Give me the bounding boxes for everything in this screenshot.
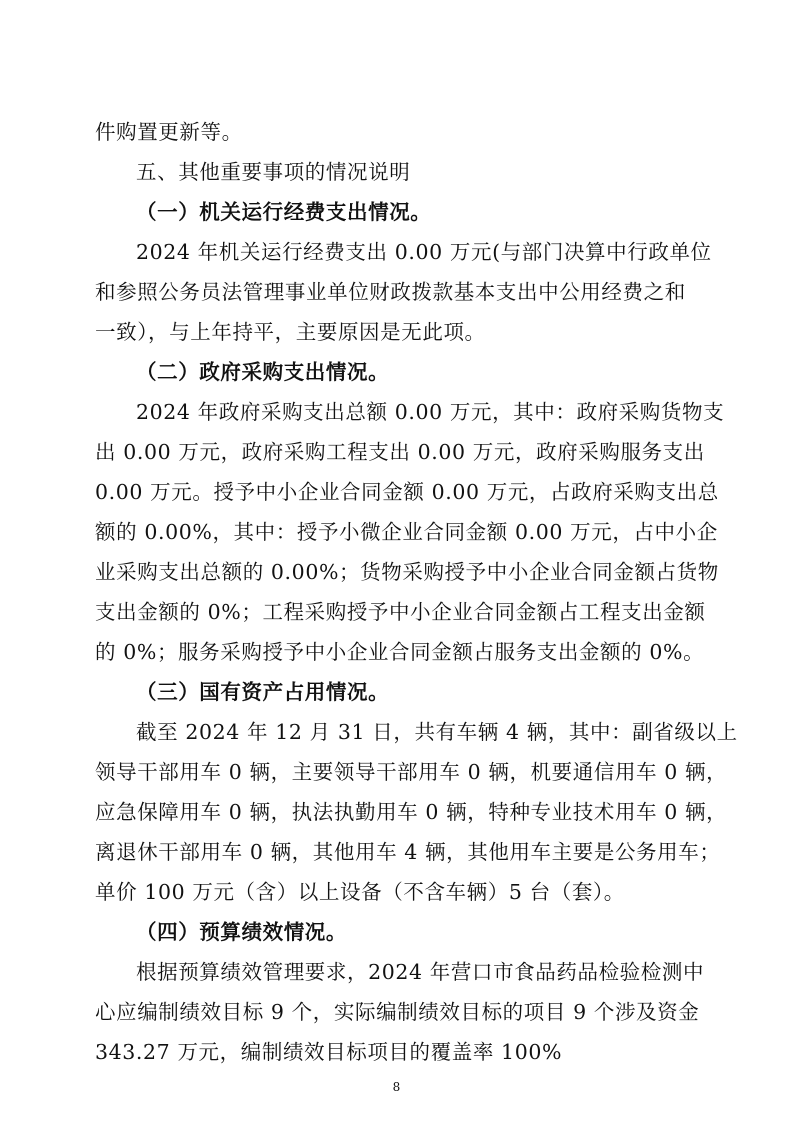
body-line-18: 应急保障用车 0 辆，执法执勤用车 0 辆，特种专业技术用车 0 辆， (95, 800, 728, 824)
body-line-19: 离退休干部用车 0 辆，其他用车 4 辆，其他用车主要是公务用车； (95, 840, 721, 864)
body-line-1: 件购置更新等。 (95, 120, 243, 144)
subheading-4: （四）预算绩效情况。 (136, 920, 347, 944)
body-line-5: 和参照公务员法管理事业单位财政拨款基本支出中公用经费之和 (95, 280, 686, 304)
section-heading-5: 五、其他重要事项的情况说明 (136, 160, 411, 184)
body-line-8: 2024 年政府采购支出总额 0.00 万元，其中：政府采购货物支 (136, 400, 725, 424)
subheading-1: （一）机关运行经费支出情况。 (136, 200, 432, 224)
body-line-17: 领导干部用车 0 辆，主要领导干部用车 0 辆，机要通信用车 0 辆， (95, 760, 728, 784)
body-line-20: 单价 100 万元（含）以上设备（不含车辆）5 台（套）。 (95, 880, 625, 904)
body-line-23: 心应编制绩效目标 9 个，实际编制绩效目标的项目 9 个涉及资金 (95, 1000, 700, 1024)
body-line-9: 出 0.00 万元，政府采购工程支出 0.00 万元，政府采购服务支出 (95, 440, 705, 464)
body-line-13: 支出金额的 0%；工程采购授予中小企业合同金额占工程支出金额 (95, 600, 706, 624)
body-line-12: 业采购支出总额的 0.00%；货物采购授予中小企业合同金额占货物 (95, 560, 719, 584)
subheading-3: （三）国有资产占用情况。 (136, 680, 390, 704)
body-line-16: 截至 2024 年 12 月 31 日，共有车辆 4 辆，其中：副省级以上 (136, 720, 738, 744)
body-line-14: 的 0%；服务采购授予中小企业合同金额占服务支出金额的 0%。 (95, 640, 705, 664)
body-line-24: 343.27 万元，编制绩效目标项目的覆盖率 100% (95, 1040, 563, 1064)
body-line-11: 额的 0.00%，其中：授予小微企业合同金额 0.00 万元，占中小企 (95, 520, 718, 544)
body-line-6: 一致），与上年持平，主要原因是无此项。 (95, 320, 486, 344)
subheading-2: （二）政府采购支出情况。 (136, 360, 390, 384)
page-number: 8 (392, 1080, 401, 1094)
body-line-10: 0.00 万元。授予中小企业合同金额 0.00 万元，占政府采购支出总 (95, 480, 719, 504)
body-line-22: 根据预算绩效管理要求，2024 年营口市食品药品检验检测中 (136, 960, 705, 984)
body-line-4: 2024 年机关运行经费支出 0.00 万元(与部门决算中行政单位 (136, 240, 712, 264)
